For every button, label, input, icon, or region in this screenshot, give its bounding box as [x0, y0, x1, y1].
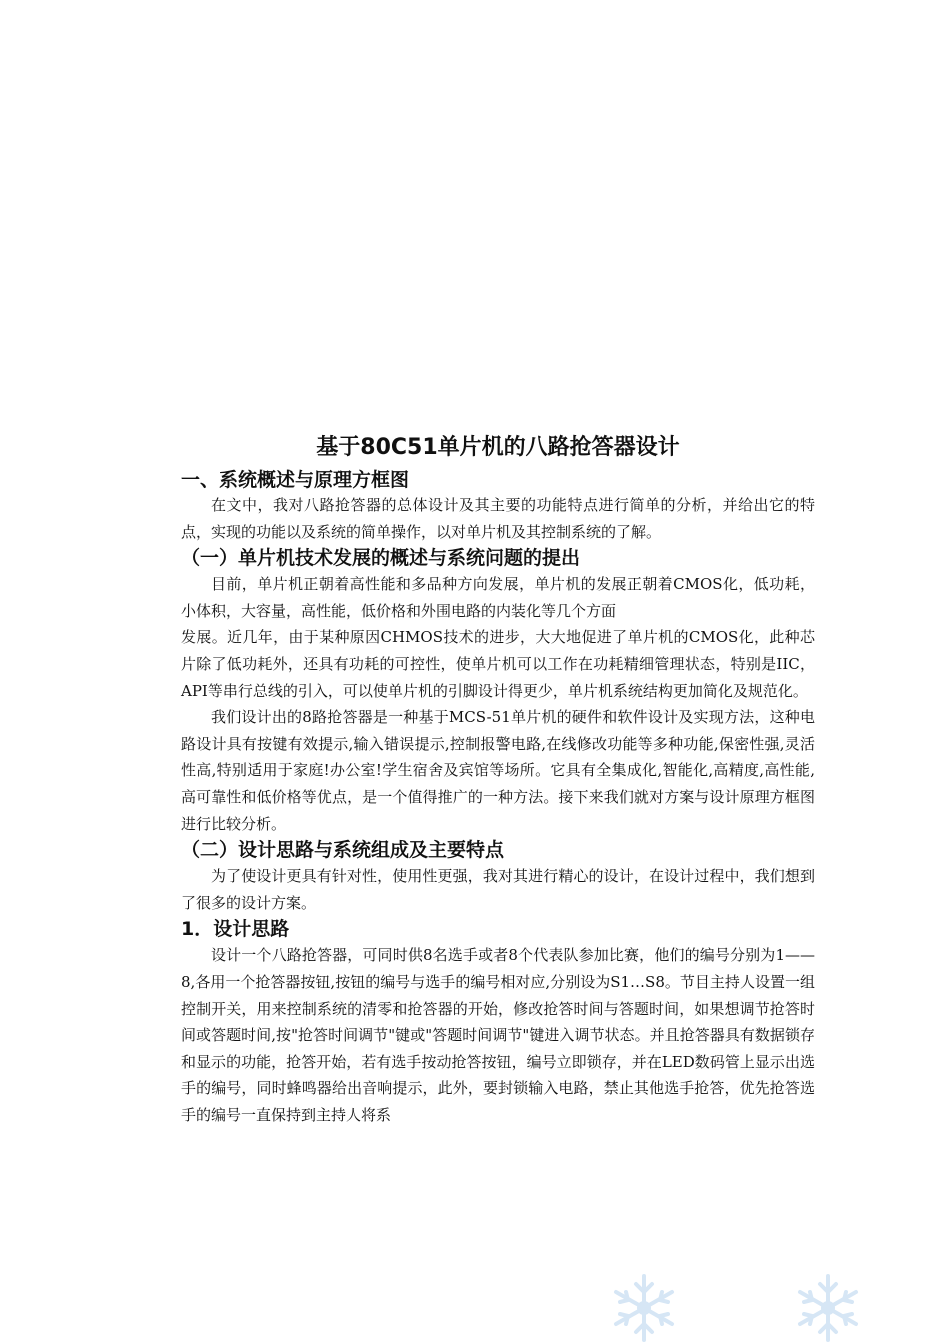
subsection-heading-design: （二）设计思路与系统组成及主要特点	[181, 839, 505, 862]
section-heading-overview: 一、系统概述与原理方框图	[181, 469, 410, 491]
paragraph-design-idea: 设计一个八路抢答器，可同时供8名选手或者8个代表队参加比赛，他们的编号分别为1——8,各用一个抢答器按钮,按钮的编号与选手的编号相对应,分别设为S1…S8。节目主持人设置一组控制开关，用来控制系统的清零和抢答器的开始，修改抢答时间与答题时间，如果想调节抢答时间或答题时间,按"抢答时间调节"键或"答题时间调节"键进入调节状态。并且抢答器具有数据锁存和显示的功能，抢答开始，若有选手按动抢答按钮，编号立即锁存，并在LED数码管上显示出选手的编号，同时蜂鸣器给出音响提示，此外，要封锁输入电路，禁止其他选手抢答，优先抢答选手的编号一直保持到主持人将系	[181, 946, 815, 1124]
paragraph-development-1: 目前，单片机正朝着高性能和多品种方向发展，单片机的发展正朝着CMOS化，低功耗，小体积，大容量，高性能，低价格和外围电路的内装化等几个方面	[181, 575, 815, 620]
document-title: 基于80C51单片机的八路抢答器设计	[316, 435, 680, 460]
snowflake-watermark-icon	[608, 1272, 680, 1344]
paragraph-design-intro: 为了使设计更具有针对性，使用性更强，我对其进行精心的设计，在设计过程中，我们想到了很多的设计方案。	[181, 867, 815, 912]
paragraph-intro: 在文中，我对八路抢答器的总体设计及其主要的功能特点进行简单的分析，并给出它的特点，实现的功能以及系统的简单操作，以对单片机及其控制系统的了解。	[181, 496, 815, 541]
document-body	[181, 430, 815, 1128]
paragraph-development-3: 我们设计出的8路抢答器是一种基于MCS-51单片机的硬件和软件设计及实现方法，这种电路设计具有按键有效提示,输入错误提示,控制报警电路,在线修改功能等多种功能,保密性强,灵活性高,特别适用于家庭!办公室!学生宿舍及宾馆等场所。它具有全集成化,智能化,高精度,高性能,高可靠性和低价格等优点，是一个值得推广的一种方法。接下来我们就对方案与设计原理方框图进行比较分析。	[181, 708, 815, 833]
heading-design-idea: 1．设计思路	[181, 918, 290, 941]
paragraph-development-2: 发展。近几年，由于某种原因CHMOS技术的进步，大大地促进了单片机的CMOS化，此种芯片除了低功耗外，还具有功耗的可控性，使单片机可以工作在功耗精细管理状态，特别是IIC，API等串行总线的引入，可以使单片机的引脚设计得更少，单片机系统结构更加简化及规范化。	[181, 628, 815, 700]
snowflake-watermark-icon	[792, 1272, 864, 1344]
subsection-heading-development: （一）单片机技术发展的概述与系统问题的提出	[181, 547, 581, 570]
